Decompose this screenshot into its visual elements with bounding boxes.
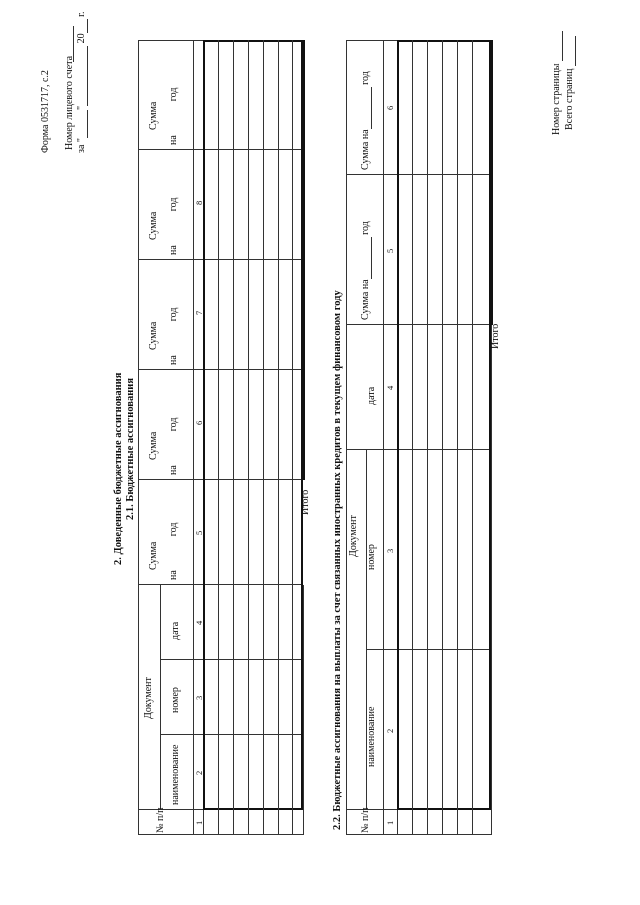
t2-idx-4: 4: [385, 385, 395, 390]
total-pages-label: Всего страниц: [564, 36, 576, 130]
t2-idx-1: 1: [385, 820, 395, 825]
t1-idx-6: 6: [194, 420, 204, 425]
t1-sum7-on: нагод: [168, 307, 179, 365]
t1-sum8-on: нагод: [168, 197, 179, 255]
year-prefix: 20: [76, 33, 87, 44]
t1-doc-group: Документ: [143, 677, 154, 719]
account-number-label: Номер лицевого счета: [64, 55, 75, 150]
form-code: Форма 0531717, с.2: [40, 70, 51, 153]
t2-idx-2: 2: [385, 728, 395, 733]
t1-col-number: номер: [170, 687, 181, 713]
t2-idx-6: 6: [385, 105, 395, 110]
t1-col-date: дата: [170, 621, 181, 640]
t1-sum6-label: Сумма: [148, 431, 159, 460]
t1-col-num: № п/п: [155, 807, 166, 833]
page-number-label: Номер страницы: [551, 31, 563, 135]
t1-sum9-label: Сумма: [148, 101, 159, 130]
t2-sum6: Сумма на год: [360, 71, 371, 170]
t2-idx-5: 5: [385, 248, 395, 253]
year-blank: [78, 19, 88, 33]
account-number-line: [73, 26, 74, 62]
t2-sum5: Сумма на год: [360, 221, 371, 320]
year-suffix: г.: [76, 11, 87, 17]
t1-total: Итого: [300, 489, 311, 515]
t1-sum9-on: нагод: [168, 87, 179, 145]
t1-idx-7: 7: [194, 310, 204, 315]
t1-idx-8: 8: [194, 200, 204, 205]
t2-col-number: номер: [366, 544, 377, 570]
section-title: 2. Доведенные бюджетные ассигнования: [113, 372, 124, 565]
t1-idx-1: 1: [194, 820, 204, 825]
report-date: [76, 11, 88, 153]
t1-col-name: наименование: [170, 744, 181, 805]
date-quote: ": [76, 105, 87, 111]
t2-col-date: дата: [366, 386, 377, 405]
t2-idx-3: 3: [385, 548, 395, 553]
table2-title: 2.2. Бюджетные ассигнования на выплаты за счет связанных иностранных кредитов в текущем финансовом году: [332, 290, 343, 830]
t1-idx-4: 4: [194, 620, 204, 625]
date-prefix: за ": [76, 138, 87, 153]
t1-sum5-on: нагод: [168, 522, 179, 580]
t1-idx-3: 3: [194, 695, 204, 700]
t2-total: Итого: [490, 323, 501, 349]
day-blank: [78, 110, 88, 138]
t2-col-num: № п/п: [360, 807, 371, 833]
month-blank: [78, 46, 88, 106]
t1-idx-5: 5: [194, 530, 204, 535]
t1-sum8-label: Сумма: [148, 211, 159, 240]
table1-title: 2.1. Бюджетные ассигнования: [125, 377, 136, 520]
t2-doc-group: Документ: [348, 515, 359, 557]
t1-sum6-on: нагод: [168, 417, 179, 475]
t1-sum7-label: Сумма: [148, 321, 159, 350]
t1-sum5-label: Сумма: [148, 541, 159, 570]
t1-idx-2: 2: [194, 770, 204, 775]
t2-col-name: наименование: [366, 706, 377, 767]
